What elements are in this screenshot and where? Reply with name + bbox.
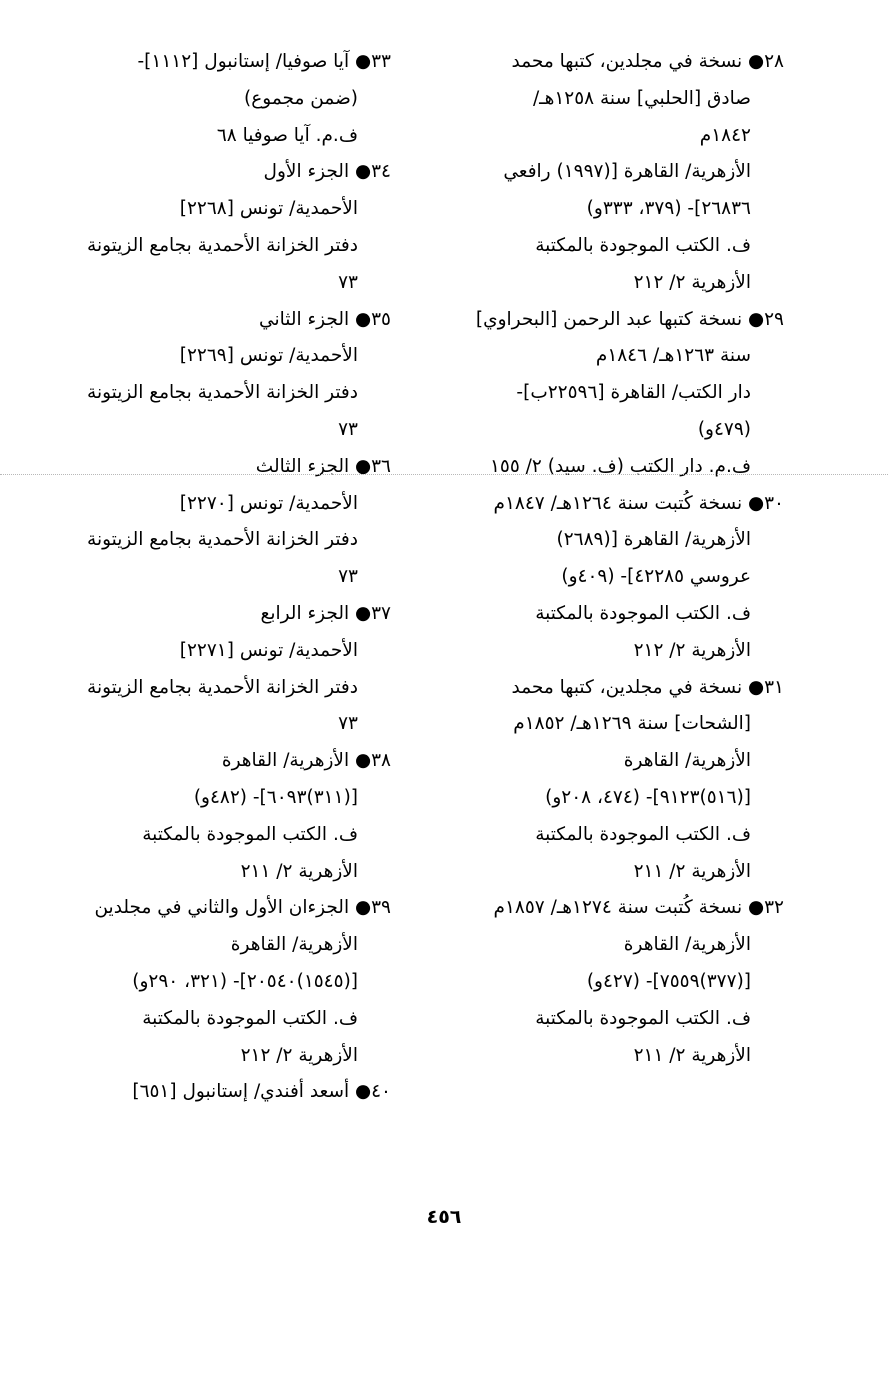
- right-column-entry-start: ٣٢● نسخة كُتبت سنة ١٢٧٤هـ/ ١٨٥٧م: [493, 897, 784, 919]
- right-column-line: دار الكتب/ القاهرة [٢٢٥٩٦ب]-: [516, 382, 751, 404]
- right-column-line: ١٨٤٢م: [699, 124, 751, 146]
- left-column-line: دفتر الخزانة الأحمدية بجامع الزيتونة: [87, 529, 358, 551]
- scan-dotted-line: [0, 474, 888, 475]
- left-column-line: ٧٣: [338, 566, 358, 588]
- right-column-entry-start: ٣٠● نسخة كُتبت سنة ١٢٦٤هـ/ ١٨٤٧م: [493, 492, 784, 514]
- left-column-line: الأزهرية ٢/ ٢١١: [240, 860, 358, 882]
- right-column-line: ف. الكتب الموجودة بالمكتبة: [535, 823, 751, 845]
- right-column-line: الأزهرية/ القاهرة: [623, 750, 751, 772]
- left-column-line: الأزهرية/ القاهرة: [230, 934, 358, 956]
- right-column-line: [(٥١٦)٩١٢٣]- (٤٧٤، ٢٠٨و): [545, 786, 751, 808]
- left-column-line: ٧٣: [338, 713, 358, 735]
- left-column-entry-start: ٣٧● الجزء الرابع: [260, 602, 391, 624]
- right-column-line: عروسي ٤٢٢٨٥]- (٤٠٩و): [561, 566, 751, 588]
- right-column-line: الأزهرية ٢/ ٢١٢: [633, 271, 751, 293]
- left-column-line: الأحمدية/ تونس [٢٢٦٨]: [179, 198, 358, 220]
- left-column-line: [(١٥٤٥)٢٠٥٤٠]- (٣٢١، ٢٩٠و): [132, 970, 358, 992]
- left-column-line: ف. الكتب الموجودة بالمكتبة: [142, 823, 358, 845]
- right-column-line: ف. الكتب الموجودة بالمكتبة: [535, 234, 751, 256]
- right-column-line: الأزهرية ٢/ ٢١١: [633, 860, 751, 882]
- right-column-entry-start: ٣١● نسخة في مجلدين، كتبها محمد: [511, 676, 784, 698]
- right-column-line: الأزهرية/ القاهرة [(١٩٩٧) رافعي: [503, 161, 751, 183]
- left-column-line: ٧٣: [338, 418, 358, 440]
- right-column-line: [الشحات] سنة ١٢٦٩هـ/ ١٨٥٢م: [513, 713, 751, 735]
- left-column-entry-start: ٣٣● آيا صوفيا/ إستانبول [١١١٢]-: [137, 51, 391, 72]
- left-column-line: الأحمدية/ تونس [٢٢٧١]: [179, 639, 358, 661]
- right-column-line: سنة ١٢٦٣هـ/ ١٨٤٦م: [595, 345, 751, 367]
- right-column-entry-start: ٢٨● نسخة في مجلدين، كتبها محمد: [511, 51, 784, 72]
- left-column-line: ٧٣: [338, 271, 358, 293]
- right-column-line: الأزهرية ٢/ ٢١٢: [633, 639, 751, 661]
- right-column: [438, 44, 784, 1074]
- left-column-entry-start: ٣٩● الجزءان الأول والثاني في مجلدين: [94, 897, 391, 919]
- right-column-line: الأزهرية/ القاهرة: [623, 934, 751, 956]
- right-column-entry-start: ٢٩● نسخة كتبها عبد الرحمن [البحراوي]: [475, 308, 784, 330]
- left-column-line: دفتر الخزانة الأحمدية بجامع الزيتونة: [87, 676, 358, 698]
- left-column-line: [(٣١١)٦٠٩٣]- (٤٨٢و): [193, 786, 358, 808]
- right-column-line: صادق [الحلبي] سنة ١٢٥٨هـ/: [532, 87, 751, 109]
- left-column-line: ف. الكتب الموجودة بالمكتبة: [142, 1007, 358, 1029]
- right-column-line: ٢٦٨٣٦]- (٣٧٩، ٣٣٣و): [586, 198, 751, 220]
- right-column-line: ف. الكتب الموجودة بالمكتبة: [535, 1007, 751, 1029]
- right-column-line: (٤٧٩و): [697, 418, 751, 440]
- left-column-line: ف.م. آيا صوفيا ٦٨: [216, 124, 358, 146]
- right-column-line: [(٣٧٧)٧٥٥٩]- (٤٢٧و): [586, 970, 751, 992]
- left-column-entry-start: ٣٥● الجزء الثاني: [259, 308, 391, 330]
- left-column: [51, 44, 391, 1111]
- page-number: ٤٥٦: [426, 1206, 462, 1228]
- left-column-line: دفتر الخزانة الأحمدية بجامع الزيتونة: [87, 382, 358, 404]
- left-column-entry-start: ٣٨● الأزهرية/ القاهرة: [221, 750, 391, 772]
- left-column-line: (ضمن مجموع): [244, 87, 358, 109]
- left-column-entry-start: ٤٠● أسعد أفندي/ إستانبول [٦٥١]: [132, 1081, 391, 1103]
- left-column-line: الأحمدية/ تونس [٢٢٦٩]: [179, 345, 358, 367]
- right-column-line: الأزهرية ٢/ ٢١١: [633, 1044, 751, 1066]
- right-column-line: ف.م. دار الكتب (ف. سيد) ٢/ ١٥٥: [489, 455, 751, 477]
- left-column-entry-start: ٣٤● الجزء الأول: [263, 161, 391, 183]
- right-column-line: ف. الكتب الموجودة بالمكتبة: [535, 602, 751, 624]
- left-column-line: الأحمدية/ تونس [٢٢٧٠]: [179, 492, 358, 514]
- right-column-line: الأزهرية/ القاهرة [(٢٦٨٩): [556, 529, 751, 551]
- left-column-line: دفتر الخزانة الأحمدية بجامع الزيتونة: [87, 234, 358, 256]
- left-column-line: الأزهرية ٢/ ٢١٢: [240, 1044, 358, 1066]
- left-column-entry-start: ٣٦● الجزء الثالث: [255, 455, 391, 477]
